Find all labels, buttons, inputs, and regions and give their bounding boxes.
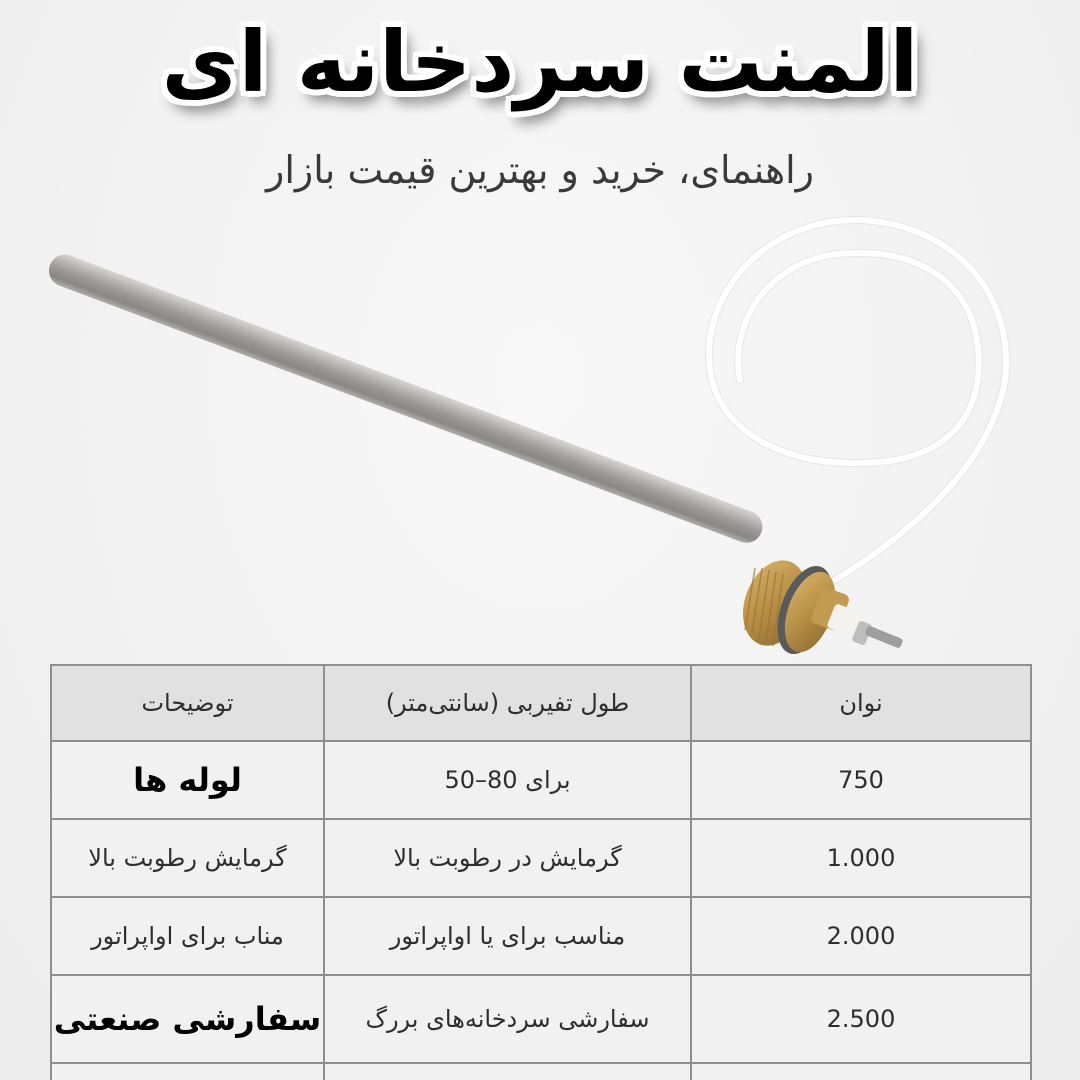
page-subtitle: راهنمای، خرید و بهترین قیمت بازار <box>265 148 815 192</box>
cell-length: مناسب برای یا اواپراتور <box>324 897 691 975</box>
cell-description: لوله ها <box>51 741 324 819</box>
cell-description: مناب برای اواپراتور <box>51 897 324 975</box>
cell-power: 2.500 <box>691 975 1031 1063</box>
specs-table <box>50 664 1032 1080</box>
header-description: تو‌ضیحات <box>51 665 324 741</box>
brass-fitting <box>732 551 904 661</box>
cell-empty <box>51 1063 324 1080</box>
header-power: نوان <box>691 665 1031 741</box>
table-row-empty <box>51 1063 1031 1080</box>
cell-length: گرمایش در رطوبت بالا <box>324 819 691 897</box>
table-row <box>51 741 1031 819</box>
cell-power: 750 <box>691 741 1031 819</box>
specs-table-container <box>50 664 1030 1080</box>
cell-power: 2.000 <box>691 897 1031 975</box>
steel-tube <box>44 250 767 547</box>
cell-empty <box>691 1063 1031 1080</box>
table-row <box>51 975 1031 1063</box>
cell-length: برای 80–50 <box>324 741 691 819</box>
header-length: طول تفیربی (سانتی‌متر) <box>324 665 691 741</box>
cell-length: سفارشی سردخانه‌های بررگ <box>324 975 691 1063</box>
cell-power: 1.000 <box>691 819 1031 897</box>
cell-description: سفارشی صنعتی <box>51 975 324 1063</box>
heating-element-image <box>0 200 1080 670</box>
page-title: المنت سردخانه ای <box>161 13 919 111</box>
table-row <box>51 819 1031 897</box>
table-row <box>51 897 1031 975</box>
cell-empty <box>324 1063 691 1080</box>
table-header-row <box>51 665 1031 741</box>
cell-description: گرمایش رطوبت بالا <box>51 819 324 897</box>
